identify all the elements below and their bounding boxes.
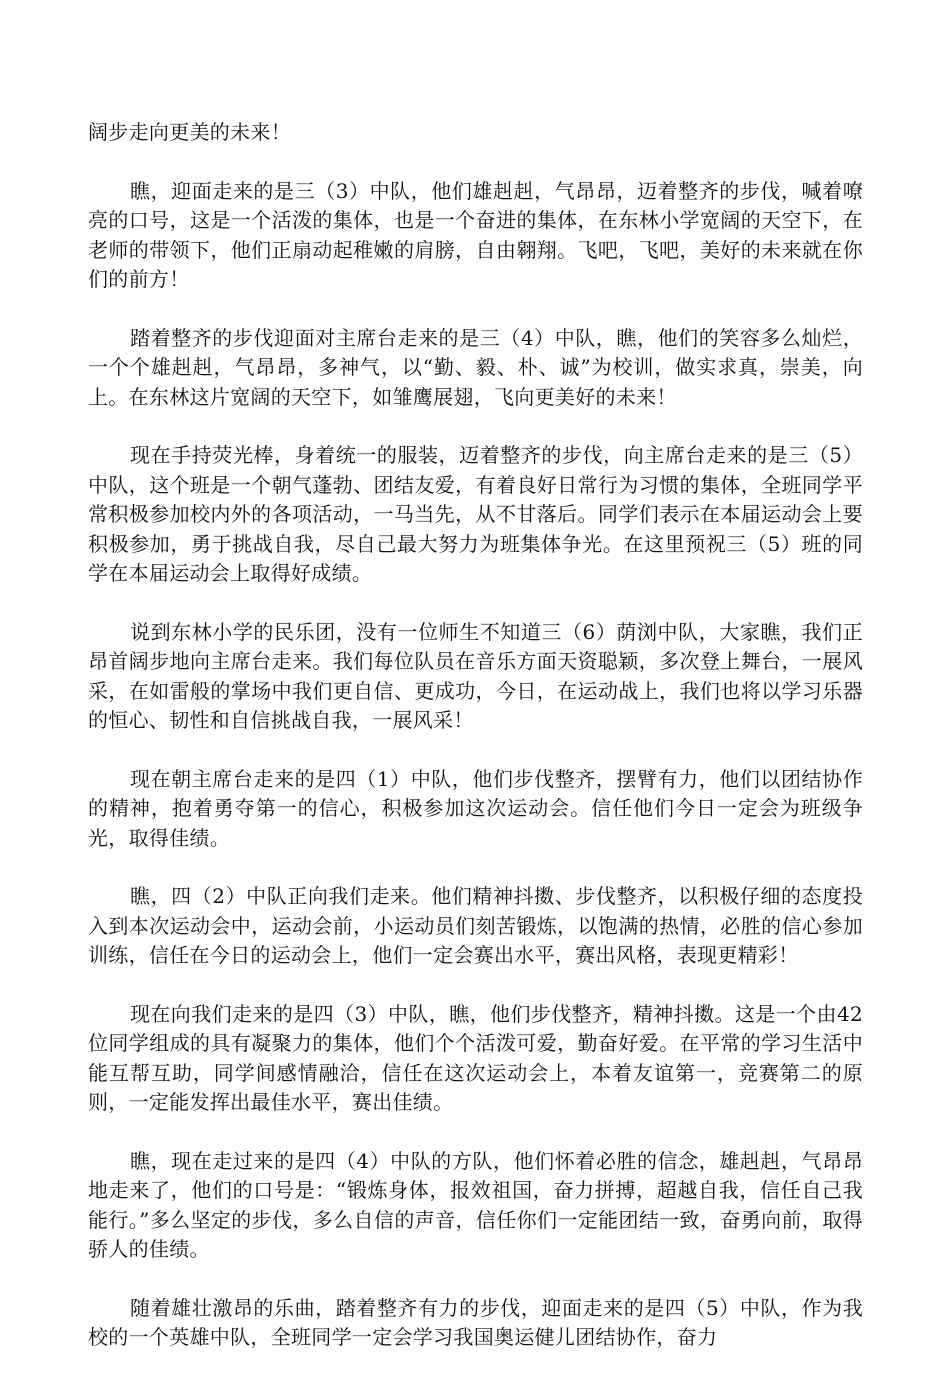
paragraph: 现在朝主席台走来的是四（1）中队，他们步伐整齐，摆臂有力，他们以团结协作的精神，抱着勇夺第一的信心，积极参加这次运动会。信任他们今日一定会为班级争光，取得佳绩。 <box>88 766 863 850</box>
paragraph: 瞧，现在走过来的是四（4）中队的方队，他们怀着必胜的信念，雄赳赳，气昂昂地走来了，他们的口号是：“锻炼身体，报效祖国，奋力拼搏，超越自我，信任自己我能行。”多么坚定的步伐，多么自信的声音，信任你们一定能团结一致，奋勇向前，取得骄人的佳绩。 <box>88 1148 863 1261</box>
paragraph: 踏着整齐的步伐迎面对主席台走来的是三（4）中队，瞧，他们的笑容多么灿烂，一个个雄赳赳，气昂昂，多神气，以“勤、毅、朴、诚”为校训，做实求真，崇美，向上。在东林这片宽阔的天空下，如雏鹰展翅，飞向更美好的未来！ <box>88 325 863 409</box>
paragraph: 说到东林小学的民乐团，没有一位师生不知道三（6）荫浏中队，大家瞧，我们正昂首阔步地向主席台走来。我们每位队员在音乐方面天资聪颖，多次登上舞台，一展风采，在如雷般的掌场中我们更自信、更成功，今日，在运动战上，我们也将以学习乐器的恒心、韧性和自信挑战自我，一展风采！ <box>88 619 863 732</box>
paragraph: 现在向我们走来的是四（3）中队，瞧，他们步伐整齐，精神抖擞。这是一个由42位同学组成的具有凝聚力的集体，他们个个活泼可爱，勤奋好爱。在平常的学习生活中能互帮互助，同学间感情融洽，信任在这次运动会上，本着友谊第一，竞赛第二的原则，一定能发挥出最佳水平，赛出佳绩。 <box>88 1001 863 1114</box>
paragraph: 瞧，四（2）中队正向我们走来。他们精神抖擞、步伐整齐，以积极仔细的态度投入到本次运动会中，运动会前，小运动员们刻苦锻炼，以饱满的热情，必胜的信心参加训练，信任在今日的运动会上，他们一定会赛出水平，赛出风格，表现更精彩！ <box>88 884 863 967</box>
paragraph: 瞧，迎面走来的是三（3）中队，他们雄赳赳，气昂昂，迈着整齐的步伐，喊着嘹亮的口号，这是一个活泼的集体，也是一个奋进的集体，在东林小学宽阔的天空下，在老师的带领下，他们正扇动起稚嫩的肩膀，自由翱翔。飞吧，飞吧，美好的未来就在你们的前方！ <box>88 178 863 291</box>
paragraph: 阔步走向更美的未来！ <box>88 120 291 144</box>
document-body <box>88 118 863 1382</box>
paragraph: 现在手持荧光棒，身着统一的服装，迈着整齐的步伐，向主席台走来的是三（5）中队，这个班是一个朝气蓬勃、团结友爱，有着良好日常行为习惯的集体，全班同学平常积极参加校内外的各项活动，一马当先，从不甘落后。同学们表示在本届运动会上要积极参加，勇于挑战自我，尽自己最大努力为班集体争光。在这里预祝三（5）班的同学在本届运动会上取得好成绩。 <box>88 443 863 585</box>
paragraph: 随着雄壮激昂的乐曲，踏着整齐有力的步伐，迎面走来的是四（5）中队，作为我校的一个英雄中队，全班同学一定会学习我国奥运健儿团结协作，奋力 <box>88 1295 863 1349</box>
